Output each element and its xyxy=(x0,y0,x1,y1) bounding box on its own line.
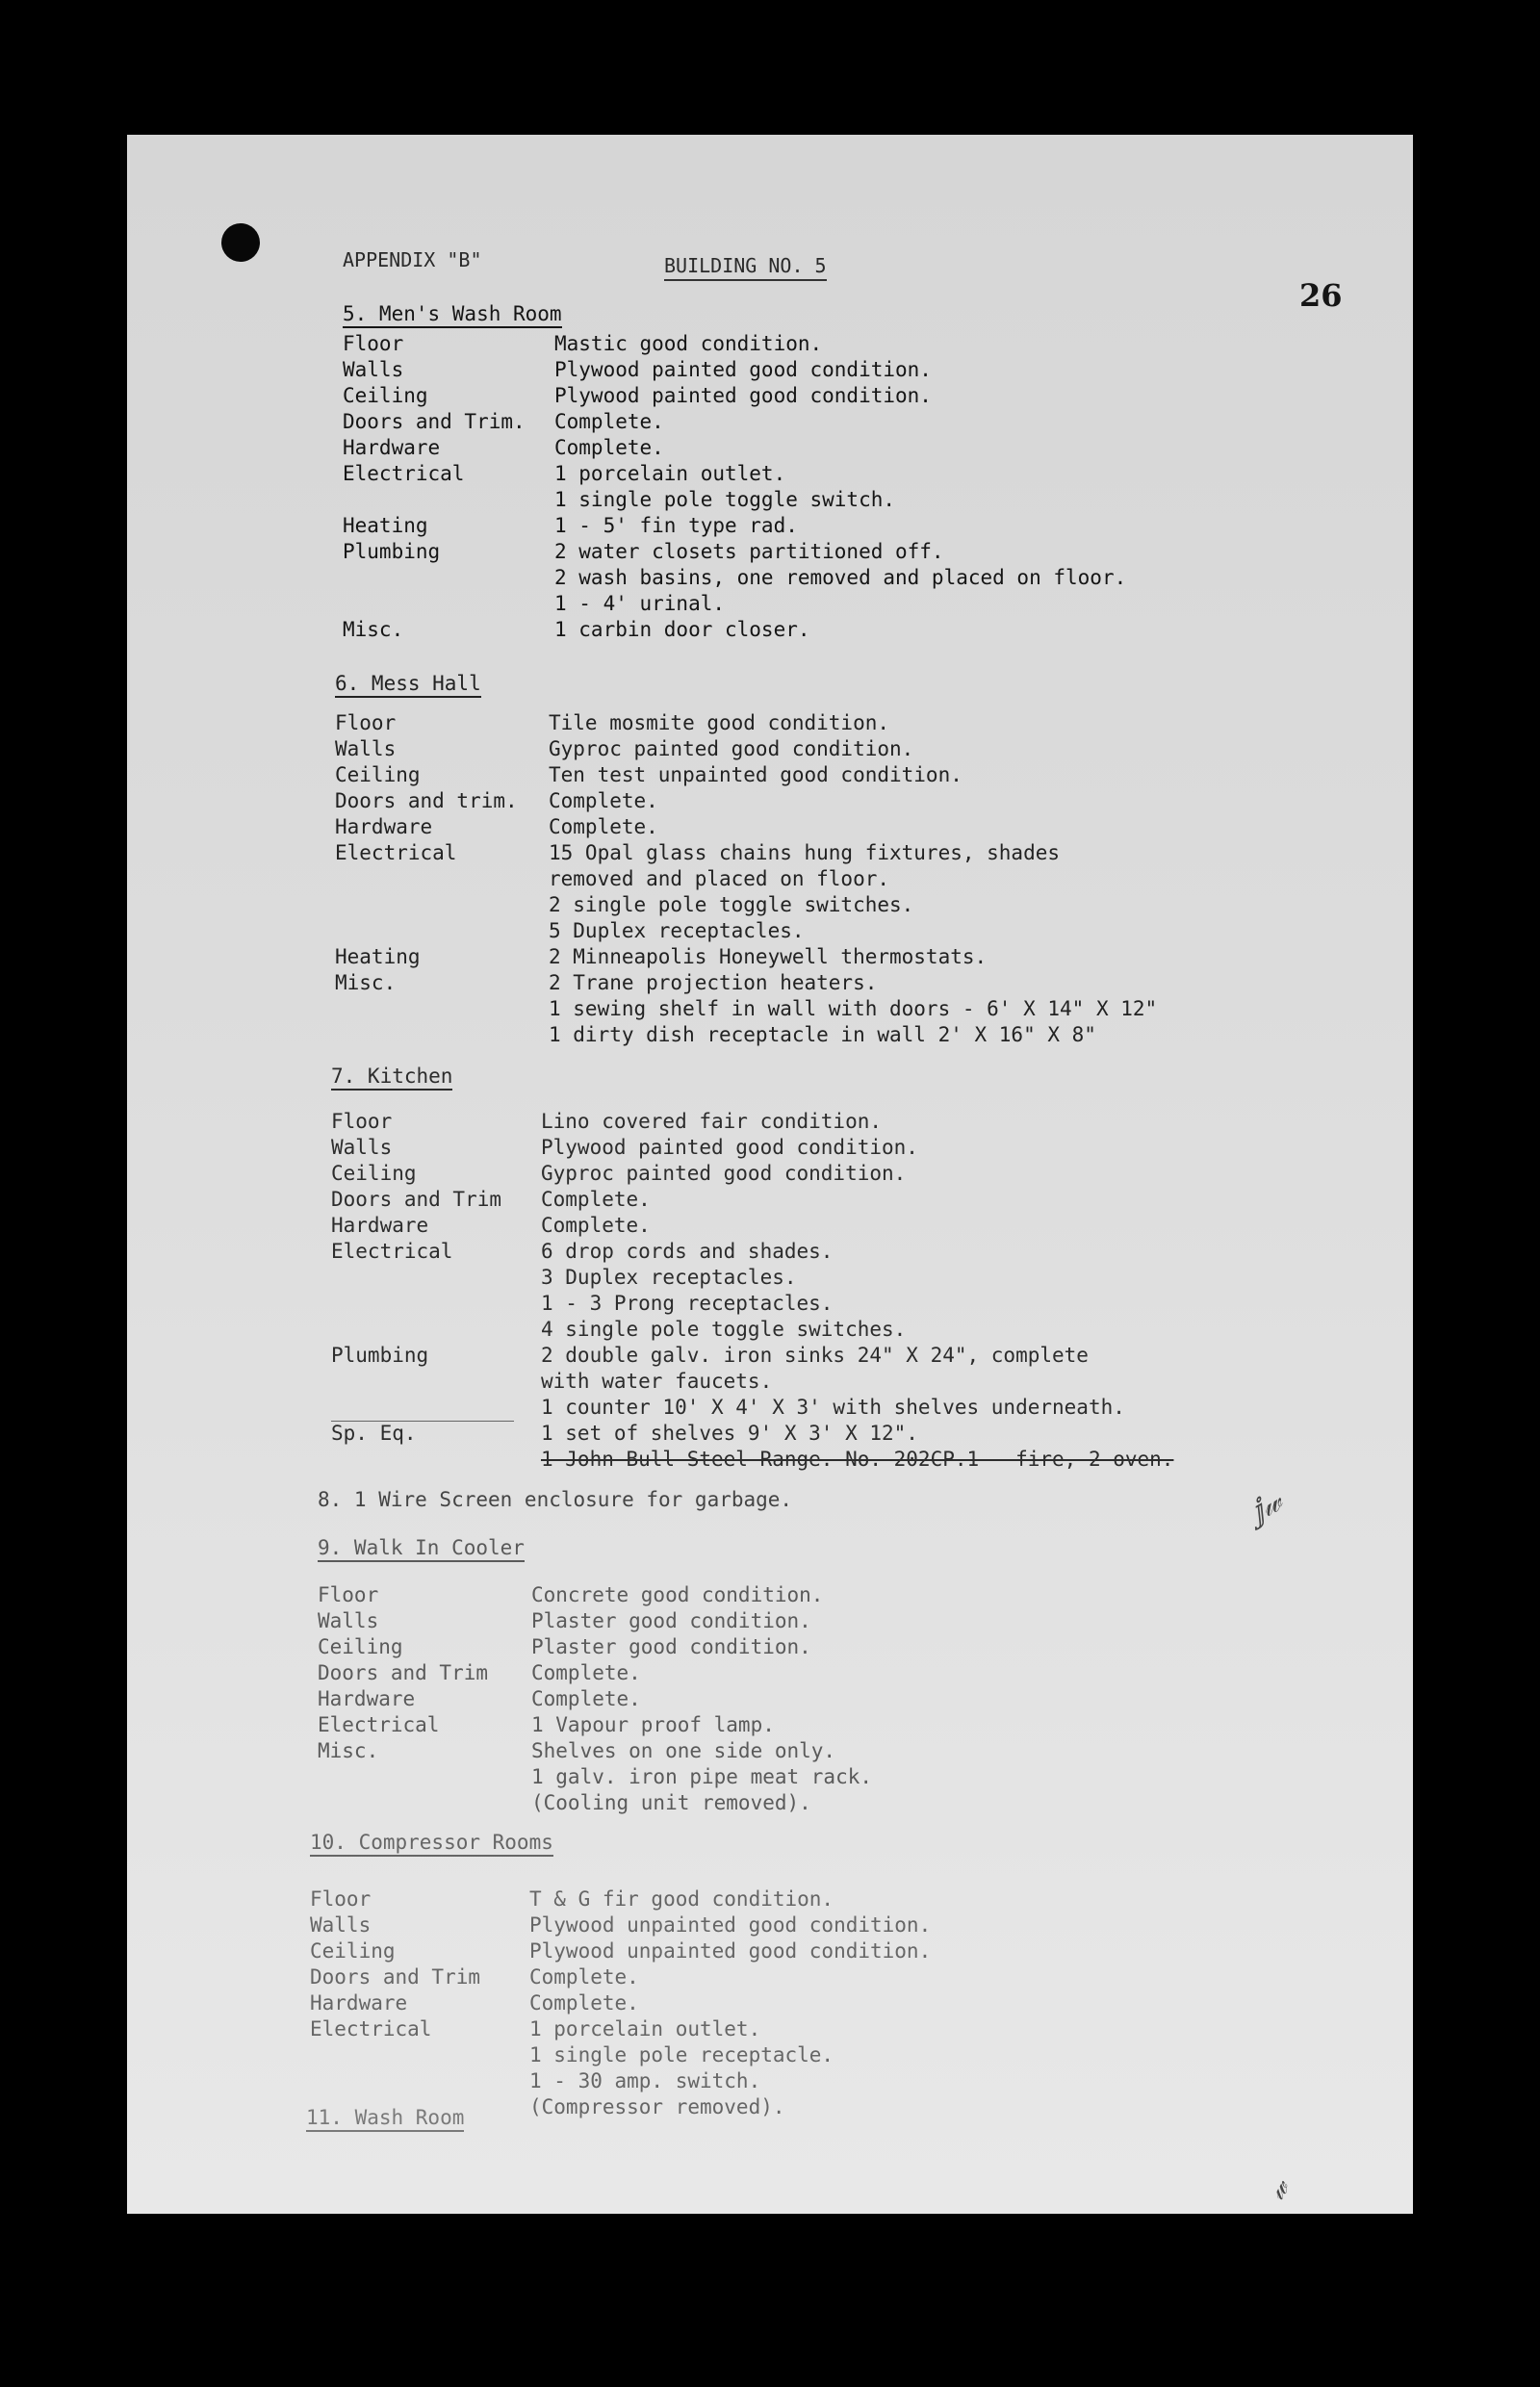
section-title: 8. 1 Wire Screen enclosure for garbage. xyxy=(318,1488,793,1511)
field-value: Complete. xyxy=(541,1214,651,1237)
section-title: 5. Men's Wash Room xyxy=(343,302,562,328)
field-value: Complete. xyxy=(549,789,658,812)
field-value: 1 counter 10' X 4' X 3' with shelves underneath. xyxy=(541,1396,1125,1419)
field-label: Hardware xyxy=(343,436,441,459)
field-label: Ceiling xyxy=(318,1635,403,1658)
field-label: Ceiling xyxy=(335,763,421,786)
field-value: Complete. xyxy=(541,1188,651,1211)
field-value: Plaster good condition. xyxy=(531,1635,811,1658)
field-value: 1 galv. iron pipe meat rack. xyxy=(531,1765,873,1788)
field-value: Gyproc painted good condition. xyxy=(549,737,914,760)
field-label: Ceiling xyxy=(331,1162,417,1185)
field-label: Walls xyxy=(318,1609,379,1632)
field-value: 1 John Bull Steel Range. No. 202CP.1 - fire, 2 oven. xyxy=(541,1448,1174,1471)
document-page xyxy=(127,135,1413,2214)
field-value: with water faucets. xyxy=(541,1370,773,1393)
field-value: (Compressor removed). xyxy=(529,2095,785,2118)
field-label: Ceiling xyxy=(310,1939,396,1963)
field-label: Walls xyxy=(335,737,397,760)
field-label: Electrical xyxy=(335,841,457,864)
section-title: 10. Compressor Rooms xyxy=(310,1831,553,1857)
field-label: Electrical xyxy=(318,1713,440,1736)
field-value: Tile mosmite good condition. xyxy=(549,711,890,734)
punch-hole xyxy=(221,223,260,262)
section-title: 6. Mess Hall xyxy=(335,672,481,698)
field-value: 4 single pole toggle switches. xyxy=(541,1318,907,1341)
field-label: Hardware xyxy=(310,1991,408,2015)
field-label: Floor xyxy=(310,1887,372,1911)
field-value: 1 sewing shelf in wall with doors - 6' X 14" X 12" xyxy=(549,997,1158,1020)
field-label: Walls xyxy=(310,1913,372,1937)
field-value: 1 set of shelves 9' X 3' X 12". xyxy=(541,1422,918,1445)
field-value: Complete. xyxy=(529,1965,639,1989)
field-value: 2 wash basins, one removed and placed on floor. xyxy=(554,566,1127,589)
field-value: 1 carbin door closer. xyxy=(554,618,810,641)
field-value: Complete. xyxy=(554,410,664,433)
field-label: Misc. xyxy=(318,1739,379,1762)
field-label: Hardware xyxy=(318,1687,416,1710)
field-label: Ceiling xyxy=(343,384,428,407)
field-value: 6 drop cords and shades. xyxy=(541,1240,834,1263)
field-label: Walls xyxy=(343,358,404,381)
field-value: Ten test unpainted good condition. xyxy=(549,763,962,786)
field-value: Complete. xyxy=(531,1687,641,1710)
field-value: 1 porcelain outlet. xyxy=(554,462,786,485)
field-label: Electrical xyxy=(343,462,465,485)
field-value: Plaster good condition. xyxy=(531,1609,811,1632)
field-label: Floor xyxy=(331,1110,393,1133)
field-value: Complete. xyxy=(554,436,664,459)
field-label: Electrical xyxy=(310,2017,432,2040)
field-label: Doors and trim. xyxy=(335,789,518,812)
field-value: Plywood unpainted good condition. xyxy=(529,1939,932,1963)
page-number: 26 xyxy=(1299,277,1343,314)
handwritten-initials: ⅉ𝓌 xyxy=(1245,1484,1289,1529)
field-label: Floor xyxy=(343,332,404,355)
field-value: Complete. xyxy=(529,1991,639,2015)
field-value: Plywood painted good condition. xyxy=(541,1136,918,1159)
field-value: 1 single pole toggle switch. xyxy=(554,488,896,511)
field-label: Sp. Eq. xyxy=(331,1422,417,1445)
field-value: 1 porcelain outlet. xyxy=(529,2017,761,2040)
field-label: Walls xyxy=(331,1136,393,1159)
field-value: 2 double galv. iron sinks 24" X 24", complete xyxy=(541,1344,1089,1367)
field-value: 1 single pole receptacle. xyxy=(529,2043,834,2066)
field-label: Floor xyxy=(335,711,397,734)
field-label: Doors and Trim. xyxy=(343,410,526,433)
field-value: T & G fir good condition. xyxy=(529,1887,834,1911)
field-value: 1 dirty dish receptacle in wall 2' X 16" X 8" xyxy=(549,1023,1096,1046)
field-value: (Cooling unit removed). xyxy=(531,1791,811,1814)
field-value: Plywood painted good condition. xyxy=(554,358,932,381)
field-value: 5 Duplex receptacles. xyxy=(549,919,805,942)
field-value: 1 Vapour proof lamp. xyxy=(531,1713,775,1736)
field-value: 3 Duplex receptacles. xyxy=(541,1266,797,1289)
field-value: Complete. xyxy=(549,815,658,838)
field-value: 2 Minneapolis Honeywell thermostats. xyxy=(549,945,988,968)
field-value: Gyproc painted good condition. xyxy=(541,1162,907,1185)
field-label: Doors and Trim xyxy=(310,1965,481,1989)
field-label: Heating xyxy=(335,945,421,968)
building-heading: BUILDING NO. 5 xyxy=(664,254,827,281)
field-label: Electrical xyxy=(331,1240,453,1263)
field-value: 2 Trane projection heaters. xyxy=(549,971,878,994)
field-label: Doors and Trim xyxy=(331,1188,502,1211)
field-label: Hardware xyxy=(331,1214,429,1237)
field-value: 1 - 4' urinal. xyxy=(554,592,726,615)
field-value: removed and placed on floor. xyxy=(549,867,890,890)
field-value: 1 - 30 amp. switch. xyxy=(529,2069,761,2092)
field-label: Plumbing xyxy=(331,1344,429,1367)
field-label: Hardware xyxy=(335,815,433,838)
field-label: Heating xyxy=(343,514,428,537)
section-title: 7. Kitchen xyxy=(331,1065,452,1091)
field-value: Lino covered fair condition. xyxy=(541,1110,883,1133)
field-value: Concrete good condition. xyxy=(531,1583,824,1606)
divider-line xyxy=(331,1421,514,1422)
field-label: Floor xyxy=(318,1583,379,1606)
section-title: 9. Walk In Cooler xyxy=(318,1536,525,1562)
field-value: Mastic good condition. xyxy=(554,332,823,355)
section-title: 11. Wash Room xyxy=(306,2106,464,2132)
field-value: 2 water closets partitioned off. xyxy=(554,540,944,563)
field-label: Doors and Trim xyxy=(318,1661,489,1684)
field-label: Plumbing xyxy=(343,540,441,563)
field-value: 15 Opal glass chains hung fixtures, shades xyxy=(549,841,1061,864)
appendix-heading: APPENDIX "B" xyxy=(343,248,482,271)
field-value: 2 single pole toggle switches. xyxy=(549,893,914,916)
field-value: Complete. xyxy=(531,1661,641,1684)
field-value: 1 - 5' fin type rad. xyxy=(554,514,798,537)
handwritten-mark: 𝓌 xyxy=(1262,2174,1296,2205)
field-value: Plywood unpainted good condition. xyxy=(529,1913,932,1937)
field-label: Misc. xyxy=(343,618,404,641)
field-value: Plywood painted good condition. xyxy=(554,384,932,407)
field-label: Misc. xyxy=(335,971,397,994)
field-value: Shelves on one side only. xyxy=(531,1739,836,1762)
field-value: 1 - 3 Prong receptacles. xyxy=(541,1292,834,1315)
